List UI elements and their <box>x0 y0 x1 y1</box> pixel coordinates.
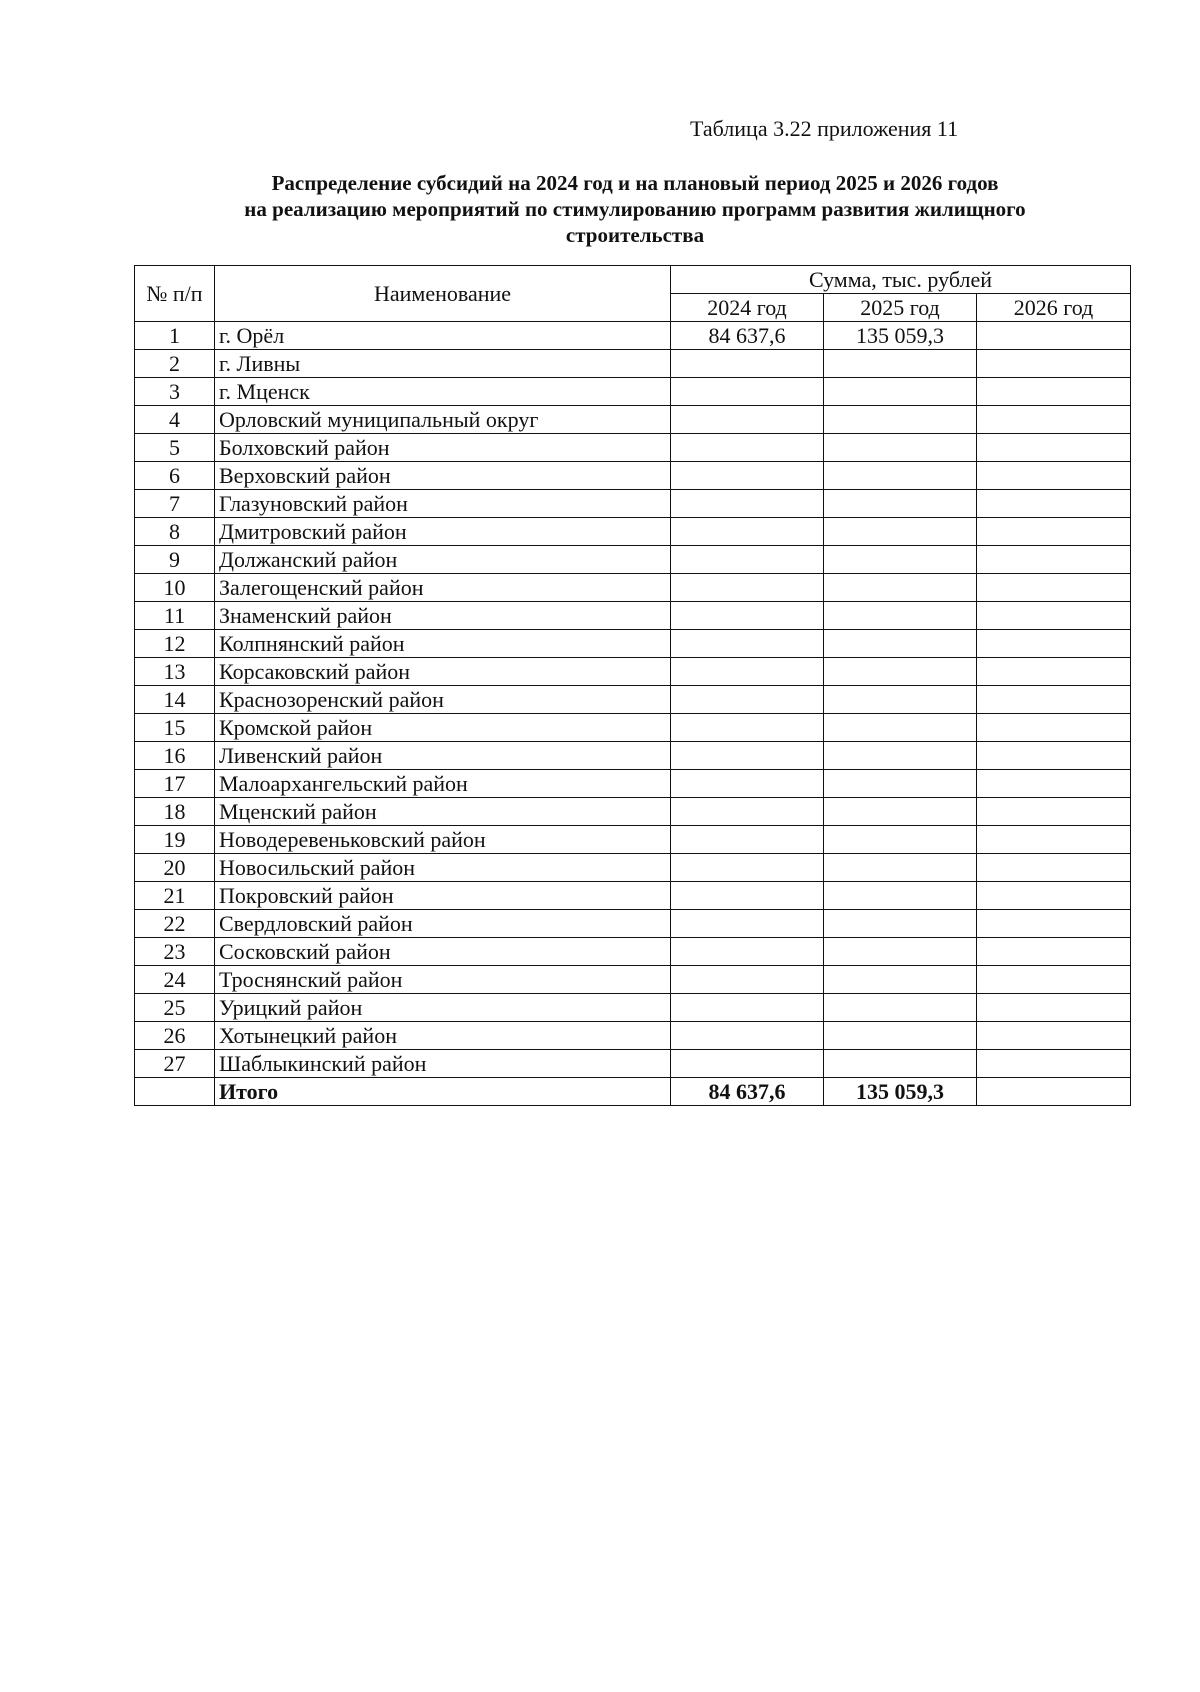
value-2024 <box>671 686 824 714</box>
title-line: на реализацию мероприятий по стимулированию программ развития жилищного <box>244 197 1026 221</box>
value-2025 <box>824 910 977 938</box>
value-2024 <box>671 406 824 434</box>
table-row <box>135 658 1131 686</box>
value-2025 <box>824 854 977 882</box>
table-row <box>135 798 1131 826</box>
value-2026 <box>977 630 1131 658</box>
value-2026 <box>977 574 1131 602</box>
value-2025 <box>824 966 977 994</box>
table-row <box>135 686 1131 714</box>
row-name: г. Мценск <box>215 378 671 406</box>
value-2025 <box>824 882 977 910</box>
table-row <box>135 350 1131 378</box>
value-2026 <box>977 798 1131 826</box>
value-2024 <box>671 490 824 518</box>
row-name: Малоархангельский район <box>215 770 671 798</box>
table-row <box>135 602 1131 630</box>
row-name: Свердловский район <box>215 910 671 938</box>
value-2026 <box>977 826 1131 854</box>
row-number: 7 <box>135 490 215 518</box>
row-name: Ливенский район <box>215 742 671 770</box>
row-number: 17 <box>135 770 215 798</box>
row-name: Хотынецкий район <box>215 1022 671 1050</box>
row-number: 22 <box>135 910 215 938</box>
value-2026 <box>977 966 1131 994</box>
row-number: 8 <box>135 518 215 546</box>
value-2024 <box>671 714 824 742</box>
row-number: 24 <box>135 966 215 994</box>
document-title <box>120 170 1150 248</box>
value-2026 <box>977 1022 1131 1050</box>
table-row <box>135 378 1131 406</box>
value-2024 <box>671 882 824 910</box>
row-number: 12 <box>135 630 215 658</box>
row-name: Залегощенский район <box>215 574 671 602</box>
value-2025 <box>824 574 977 602</box>
table-row <box>135 714 1131 742</box>
row-name: Орловский муниципальный округ <box>215 406 671 434</box>
value-2024: 84 637,6 <box>671 1078 824 1106</box>
row-number: 15 <box>135 714 215 742</box>
row-number: 14 <box>135 686 215 714</box>
value-2024 <box>671 462 824 490</box>
value-2025 <box>824 490 977 518</box>
row-name: Новосильский район <box>215 854 671 882</box>
row-number: 4 <box>135 406 215 434</box>
table-row <box>135 882 1131 910</box>
total-row <box>135 1078 1131 1106</box>
table-row <box>135 826 1131 854</box>
value-2025 <box>824 462 977 490</box>
title-line: строительства <box>565 223 705 247</box>
row-number: 13 <box>135 658 215 686</box>
row-number: 10 <box>135 574 215 602</box>
value-2024 <box>671 742 824 770</box>
value-2026 <box>977 602 1131 630</box>
value-2024 <box>671 1050 824 1078</box>
row-number: 2 <box>135 350 215 378</box>
row-name: Покровский район <box>215 882 671 910</box>
value-2026 <box>977 686 1131 714</box>
appendix-reference: Таблица 3.22 приложения 11 <box>690 116 959 141</box>
value-2026 <box>977 490 1131 518</box>
value-2025 <box>824 658 977 686</box>
row-name: Глазуновский район <box>215 490 671 518</box>
value-2024 <box>671 994 824 1022</box>
value-2025 <box>824 714 977 742</box>
value-2025 <box>824 434 977 462</box>
row-number: 19 <box>135 826 215 854</box>
value-2025: 135 059,3 <box>824 322 977 350</box>
table-header <box>135 266 1131 322</box>
value-2025 <box>824 686 977 714</box>
row-number: 20 <box>135 854 215 882</box>
table-row <box>135 966 1131 994</box>
row-name: Мценский район <box>215 798 671 826</box>
table-row <box>135 938 1131 966</box>
table-row <box>135 1050 1131 1078</box>
value-2024 <box>671 798 824 826</box>
value-2026 <box>977 1078 1131 1106</box>
row-number: 23 <box>135 938 215 966</box>
value-2024 <box>671 658 824 686</box>
value-2024 <box>671 966 824 994</box>
value-2024 <box>671 630 824 658</box>
row-name: Кромской район <box>215 714 671 742</box>
row-name: Новодеревеньковский район <box>215 826 671 854</box>
value-2026 <box>977 378 1131 406</box>
value-2026 <box>977 714 1131 742</box>
table-row <box>135 406 1131 434</box>
value-2025 <box>824 1022 977 1050</box>
value-2025 <box>824 742 977 770</box>
value-2024 <box>671 854 824 882</box>
table-row <box>135 490 1131 518</box>
table-row <box>135 434 1131 462</box>
table-row <box>135 630 1131 658</box>
header-year-2025: 2025 год <box>824 294 977 322</box>
table-row <box>135 546 1131 574</box>
row-number: 26 <box>135 1022 215 1050</box>
value-2025 <box>824 350 977 378</box>
value-2025 <box>824 602 977 630</box>
value-2026 <box>977 322 1131 350</box>
table-row <box>135 742 1131 770</box>
value-2026 <box>977 434 1131 462</box>
table-row <box>135 910 1131 938</box>
value-2025 <box>824 546 977 574</box>
table-row <box>135 1022 1131 1050</box>
row-number: 3 <box>135 378 215 406</box>
value-2024 <box>671 1022 824 1050</box>
header-year-2024: 2024 год <box>671 294 824 322</box>
row-number: 1 <box>135 322 215 350</box>
row-number: 9 <box>135 546 215 574</box>
value-2024 <box>671 378 824 406</box>
value-2026 <box>977 518 1131 546</box>
value-2026 <box>977 742 1131 770</box>
value-2024 <box>671 574 824 602</box>
value-2026 <box>977 994 1131 1022</box>
row-name: Урицкий район <box>215 994 671 1022</box>
title-line: Распределение субсидий на 2024 год и на плановый период 2025 и 2026 годов <box>271 171 999 195</box>
table-row <box>135 770 1131 798</box>
value-2025 <box>824 1050 977 1078</box>
value-2025 <box>824 770 977 798</box>
table-row <box>135 462 1131 490</box>
value-2025: 135 059,3 <box>824 1078 977 1106</box>
table-row <box>135 994 1131 1022</box>
value-2026 <box>977 350 1131 378</box>
value-2025 <box>824 630 977 658</box>
header-sum: Сумма, тыс. рублей <box>671 266 1131 294</box>
row-name: Итого <box>215 1078 671 1106</box>
row-name: Троснянский район <box>215 966 671 994</box>
row-number: 18 <box>135 798 215 826</box>
row-number: 5 <box>135 434 215 462</box>
row-name: г. Орёл <box>215 322 671 350</box>
value-2025 <box>824 518 977 546</box>
header-year-2026: 2026 год <box>977 294 1131 322</box>
value-2026 <box>977 406 1131 434</box>
row-name: г. Ливны <box>215 350 671 378</box>
table-row <box>135 322 1131 350</box>
header-row <box>135 266 1131 294</box>
row-number: 21 <box>135 882 215 910</box>
row-number: 11 <box>135 602 215 630</box>
value-2025 <box>824 378 977 406</box>
value-2026 <box>977 910 1131 938</box>
table-row <box>135 854 1131 882</box>
row-name: Дмитровский район <box>215 518 671 546</box>
value-2026 <box>977 854 1131 882</box>
header-num: № п/п <box>135 266 215 322</box>
row-number: 6 <box>135 462 215 490</box>
value-2024 <box>671 910 824 938</box>
row-name: Краснозоренский район <box>215 686 671 714</box>
row-number <box>135 1078 215 1106</box>
header-name: Наименование <box>215 266 671 322</box>
value-2024: 84 637,6 <box>671 322 824 350</box>
value-2026 <box>977 1050 1131 1078</box>
value-2026 <box>977 462 1131 490</box>
row-name: Знаменский район <box>215 602 671 630</box>
value-2024 <box>671 602 824 630</box>
subsidy-table <box>134 265 1131 1106</box>
table-row <box>135 518 1131 546</box>
value-2024 <box>671 546 824 574</box>
value-2025 <box>824 798 977 826</box>
row-name: Верховский район <box>215 462 671 490</box>
row-number: 25 <box>135 994 215 1022</box>
value-2024 <box>671 770 824 798</box>
value-2026 <box>977 770 1131 798</box>
row-name: Сосковский район <box>215 938 671 966</box>
value-2026 <box>977 882 1131 910</box>
value-2025 <box>824 994 977 1022</box>
row-name: Должанский район <box>215 546 671 574</box>
value-2026 <box>977 658 1131 686</box>
row-name: Шаблыкинский район <box>215 1050 671 1078</box>
table-body <box>135 322 1131 1106</box>
value-2024 <box>671 350 824 378</box>
row-name: Колпнянский район <box>215 630 671 658</box>
value-2025 <box>824 406 977 434</box>
value-2024 <box>671 434 824 462</box>
value-2025 <box>824 938 977 966</box>
value-2026 <box>977 938 1131 966</box>
value-2024 <box>671 826 824 854</box>
value-2026 <box>977 546 1131 574</box>
value-2024 <box>671 518 824 546</box>
row-number: 27 <box>135 1050 215 1078</box>
row-name: Болховский район <box>215 434 671 462</box>
row-name: Корсаковский район <box>215 658 671 686</box>
table-row <box>135 574 1131 602</box>
value-2024 <box>671 938 824 966</box>
row-number: 16 <box>135 742 215 770</box>
value-2025 <box>824 826 977 854</box>
